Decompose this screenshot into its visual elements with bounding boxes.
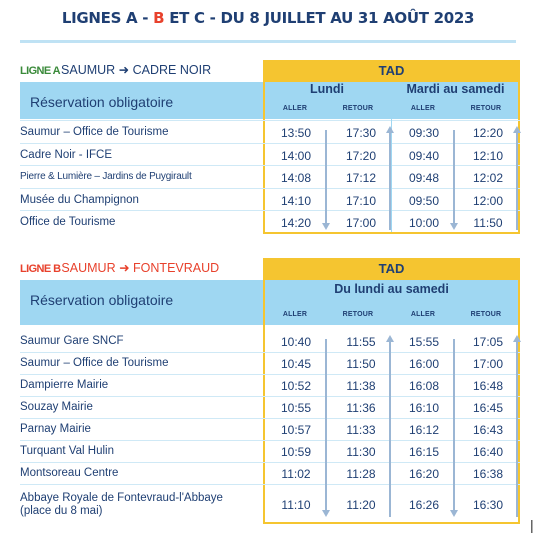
time-cell: 16:45 (472, 401, 504, 415)
time-cell: 14:00 (280, 149, 312, 163)
title-divider (20, 40, 516, 43)
line-a-reservation: Réservation obligatoire (30, 94, 174, 110)
time-cell: 10:00 (408, 216, 440, 230)
line-a-to: CADRE NOIR (132, 63, 212, 77)
time-cell: 17:00 (472, 357, 504, 371)
page-title-part2: ET C - DU 8 JUILLET AU 31 AOÛT 2023 (164, 9, 475, 27)
time-cell: 09:50 (408, 194, 440, 208)
time-cell: 17:12 (345, 171, 377, 185)
page-title (0, 9, 536, 27)
line-a-group-lundi: Lundi (309, 82, 344, 96)
line-b-header (20, 258, 219, 278)
line-b-reservation: Réservation obligatoire (30, 292, 174, 308)
time-cell: 11:02 (281, 467, 311, 481)
stop-name: Saumur – Office de Tourisme (20, 357, 169, 369)
line-b-code: LIGNE B (20, 263, 61, 275)
stop-name: Saumur – Office de Tourisme (20, 126, 169, 138)
time-cell: 16:00 (408, 357, 440, 371)
time-cell: 11:36 (346, 401, 376, 415)
time-cell: 16:20 (408, 467, 440, 481)
time-cell: 11:30 (346, 445, 376, 459)
stop-name: Turquant Val Hulin (20, 445, 114, 457)
time-cell: 17:10 (345, 194, 377, 208)
time-cell: 17:30 (345, 126, 377, 140)
time-cell: 12:00 (472, 194, 504, 208)
stop-name: Saumur Gare SNCF (20, 335, 124, 347)
stop-name: Cadre Noir - IFCE (20, 149, 113, 161)
time-cell: 11:10 (281, 498, 311, 512)
time-cell: 09:48 (408, 171, 440, 185)
time-cell: 14:08 (280, 171, 312, 185)
direction-up-arrow-icon (516, 341, 518, 517)
time-cell: 11:20 (346, 498, 376, 512)
time-cell: 17:20 (345, 149, 377, 163)
time-cell: 10:57 (280, 423, 312, 437)
line-b-sub-retour-1: RETOUR (342, 311, 374, 318)
line-b-sub-aller-2: ALLER (410, 311, 436, 318)
time-cell: 13:50 (280, 126, 312, 140)
line-a-from: SAUMUR (61, 63, 116, 77)
line-b-from: SAUMUR (61, 261, 116, 275)
time-cell: 10:45 (280, 357, 312, 371)
line-b-group: Du lundi au samedi (334, 282, 449, 296)
page-title-b: B (153, 9, 165, 27)
line-b-table (20, 258, 520, 526)
time-cell: 16:12 (408, 423, 440, 437)
line-b-to: FONTEVRAUD (133, 261, 220, 275)
time-cell: 09:30 (408, 126, 440, 140)
time-cell: 11:28 (346, 467, 376, 481)
time-cell: 16:10 (408, 401, 440, 415)
stop-name: Dampierre Mairie (20, 379, 109, 391)
time-cell: 11:38 (346, 379, 376, 393)
line-b-sub-retour-2: RETOUR (470, 311, 502, 318)
page-title-part1: LIGNES A - (61, 9, 154, 27)
direction-up-arrow-icon (389, 341, 391, 517)
time-cell: 16:26 (408, 498, 440, 512)
time-cell: 11:50 (473, 216, 503, 230)
direction-down-arrow-icon (325, 130, 327, 224)
time-cell: 17:00 (345, 216, 377, 230)
direction-up-arrow-icon (389, 132, 391, 230)
stop-name: Office de Tourisme (20, 216, 116, 228)
time-cell: 10:59 (280, 445, 312, 459)
line-a-tad-header: TAD (263, 60, 520, 82)
time-cell: 15:55 (408, 335, 440, 349)
stop-name: Montsoreau Centre (20, 467, 119, 479)
line-a-group-mardi-samedi: Mardi au samedi (406, 82, 505, 96)
line-a-sub-retour-2: RETOUR (470, 105, 502, 112)
line-a-header (20, 60, 211, 80)
time-cell: 10:55 (280, 401, 312, 415)
stop-name: Parnay Mairie (20, 423, 91, 435)
time-cell: 10:52 (280, 379, 312, 393)
time-cell: 16:30 (472, 498, 504, 512)
time-cell: 12:20 (472, 126, 504, 140)
stop-name: Souzay Mairie (20, 401, 93, 413)
edge-mark: | (530, 517, 534, 533)
direction-down-arrow-icon (325, 339, 327, 511)
time-cell: 16:15 (408, 445, 440, 459)
line-a-sub-aller-2: ALLER (410, 105, 436, 112)
direction-down-arrow-icon (453, 339, 455, 511)
line-a-code: LIGNE A (20, 65, 61, 77)
time-cell: 14:20 (280, 216, 312, 230)
stop-name: Musée du Champignon (20, 194, 139, 206)
time-cell: 11:55 (346, 335, 376, 349)
line-a-sub-retour-1: RETOUR (342, 105, 374, 112)
time-cell: 10:40 (280, 335, 312, 349)
stop-name: Abbaye Royale de Fontevraud-l'Abbaye (place du 8 mai) (20, 492, 223, 517)
route-arrow-icon: ➜ (118, 63, 130, 77)
direction-down-arrow-icon (453, 130, 455, 224)
stop-name: Pierre & Lumière – Jardins de Puygirault (20, 171, 192, 182)
route-arrow-icon: ➜ (119, 261, 130, 275)
time-cell: 14:10 (280, 194, 312, 208)
line-b-sub-aller-1: ALLER (282, 311, 308, 318)
time-cell: 16:48 (472, 379, 504, 393)
time-cell: 11:50 (346, 357, 376, 371)
time-cell: 16:40 (472, 445, 504, 459)
direction-up-arrow-icon (516, 132, 518, 230)
time-cell: 16:43 (472, 423, 504, 437)
time-cell: 16:38 (472, 467, 504, 481)
line-a-sub-aller-1: ALLER (282, 105, 308, 112)
time-cell: 16:08 (408, 379, 440, 393)
time-cell: 09:40 (408, 149, 440, 163)
time-cell: 11:33 (346, 423, 376, 437)
time-cell: 12:10 (472, 149, 504, 163)
line-a-table (20, 60, 520, 235)
time-cell: 17:05 (472, 335, 504, 349)
line-b-tad-header: TAD (263, 258, 520, 280)
time-cell: 12:02 (472, 171, 504, 185)
